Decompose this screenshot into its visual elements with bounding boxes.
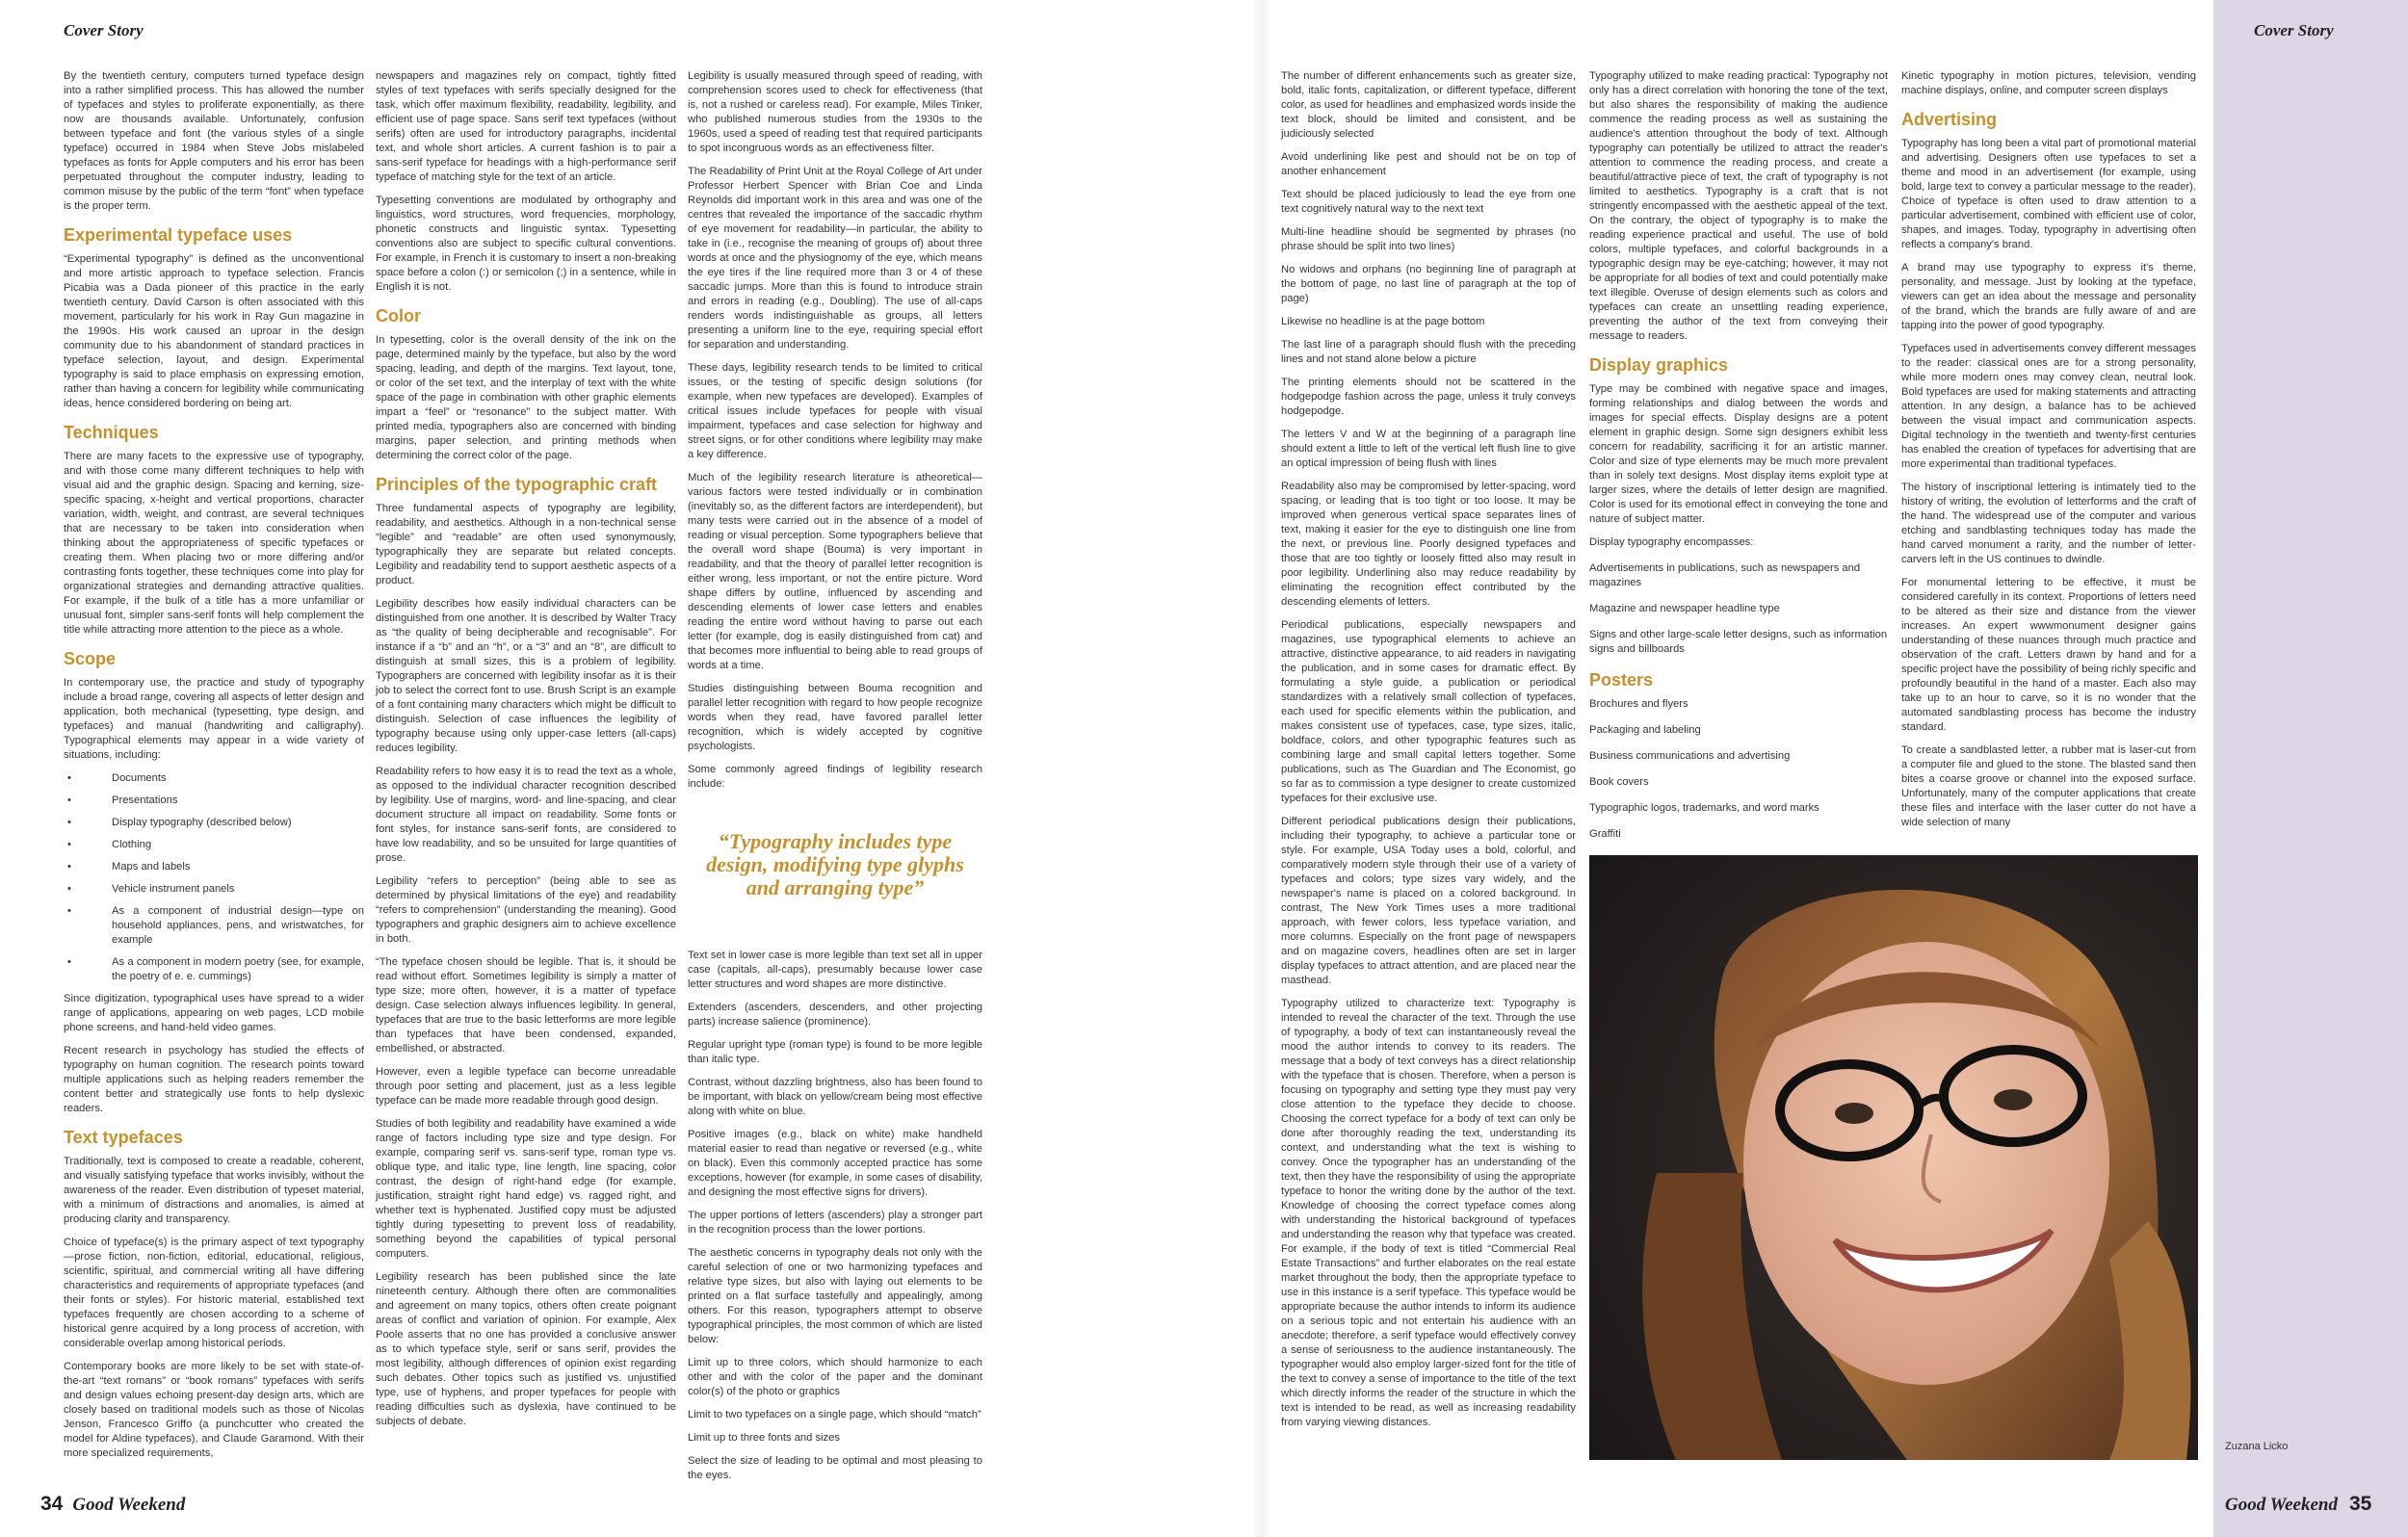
- pull-quote: “Typography includes type design, modifying type glyphs and arranging type”: [706, 829, 964, 900]
- list-item: Brochures and flyers: [1589, 698, 1688, 711]
- section-heading-text-typefaces: Text typefaces: [64, 1128, 183, 1148]
- folio-left: [40, 1493, 185, 1516]
- display-list: [1589, 535, 1888, 657]
- paragraph: For monumental lettering to be effective, it must be considered carefully in its context. Proportions of letters need to be altered as their size and distance from the viewer increases. An expert wwwmonument designer gains understanding of these nuances through much practice and observation of the craft. Letters drawn by hand and for a specific project have the possibility of being richly specific and profoundly beautiful in the hand of a master. Each also may take up to an hour to carve, so it is no wonder that the automated sandblasting process has become the industry standard.: [1901, 577, 2196, 734]
- paragraph: No widows and orphans (no beginning line of paragraph at the bottom of page, no last line of paragraph at the top of page): [1281, 264, 1576, 304]
- paragraph: Typography has long been a vital part of promotional material and advertising. Designers often use typefaces to set a theme and mood in an advertisement (for example, using bold, large text to convey a particular message to the reader). Choice of typeface is often used to draw attention to a particular advertisement, combined with efficient use of color, shapes, and images. Today, typography in advertising often reflects a company's brand.: [1901, 138, 2196, 251]
- running-head-left: Cover Story: [64, 21, 144, 39]
- section-heading-color: Color: [376, 306, 421, 326]
- paragraph: In contemporary use, the practice and study of typography include a broad range, covering all aspects of letter design and application, both mechanical (typesetting, type design, and typefaces) and manual (handwriting and calligraphy). Typographical elements may appear in a wide variety of situations, including:: [64, 677, 364, 762]
- photo-caption: Zuzana Licko: [2225, 1441, 2289, 1452]
- section-heading-scope: Scope: [64, 649, 117, 669]
- portrait-photo: [1589, 855, 2198, 1460]
- right-column-3: [1901, 69, 2196, 840]
- list-item: • Vehicle instrument panels: [85, 882, 364, 897]
- section-heading-experimental: Experimental typeface uses: [64, 225, 293, 245]
- list-item: • Maps and labels: [85, 860, 364, 874]
- paragraph: Limit up to three colors, which should harmonize to each other and with the color of the paper and the dominant color(s) of the photo or graphics: [688, 1356, 982, 1397]
- list-item: Packaging and labeling: [1589, 724, 1701, 737]
- paragraph: Since digitization, typographical uses have spread to a wider range of applications, appearing on web pages, LCD mobile phone screens, and hand-held video games.: [64, 993, 364, 1034]
- paragraph: Traditionally, text is composed to create a readable, coherent, and visually satisfying typeface that works invisibly, without the awareness of the reader. Even distribution of typeset material, with a minimum of distractions and anomalies, is aimed at producing clarity and transparency.: [64, 1156, 364, 1226]
- paragraph: Studies of both legibility and readability have examined a wide range of factors including type size and type design. For example, comparing serif vs. sans-serif type, roman type vs. oblique type, and italic type, line length, line spacing, color contrast, the design of right-hand edge (for example, justification, straight right hand edge) vs. ragged right, and whether text is hyphenated. Justified copy must be adjusted tightly during typesetting to prevent loss of readability, something beyond the capabilities of typical personal computers.: [376, 1118, 676, 1261]
- paragraph: Text should be placed judiciously to lead the eye from one text cognitively natural way to the next text: [1281, 189, 1576, 215]
- list-item: Display typography encompasses:: [1589, 536, 1754, 549]
- paragraph: Recent research in psychology has studied the effects of typography on human cognition. The research points toward multiple applications such as helping readers remember the content better and strategically use fonts to help dyslexic readers.: [64, 1045, 364, 1115]
- paragraph: However, even a legible typeface can become unreadable through poor setting and placement, just as a less legible typeface can be made more readable through good design.: [376, 1066, 676, 1107]
- page-number: 34: [40, 1493, 64, 1515]
- portrait-illustration: [1589, 855, 2198, 1460]
- paragraph: Readability refers to how easy it is to read the text as a whole, as opposed to the individual character recognition described by legibility. Use of margins, word- and line-spacing, and clear document structure all impact on readability. Some fonts or font styles, for instance sans-serif fonts, are considered to have low readability, and so be unsuited for large quantities of prose.: [376, 766, 676, 865]
- list-item: • Display typography (described below): [85, 816, 364, 830]
- paragraph: Much of the legibility research literature is atheoretical—various factors were tested individually or in combination (inevitably so, as the different factors are interdependent), but many tests were carried out in the absence of a model of reading or visual perception. Some typographers believe that the overall word shape (Bouma) is very important in readability, and that the theory of parallel letter recognition is either wrong, less important, or not the entire picture. Word shape differs by outline, influenced by ascending and descending elements of lower case letters and enables reading the entire word without having to parse out each letter (for example, dog is easily distinguished from cat) and that becomes more influential to being able to read groups of words at a time.: [688, 472, 982, 671]
- paragraph: Legibility is usually measured through speed of reading, with comprehension scores used to check for effectiveness (that is, not a rushed or careless read). For example, Miles Tinker, who published numerous studies from the 1930s to the 1960s, used a speed of reading test that required participants to spot incongruous words as an effectiveness filter.: [688, 70, 982, 154]
- paragraph: Readability also may be compromised by letter-spacing, word spacing, or leading that is too tight or too loose. It may be improved when generous vertical space separates lines of text, making it easier for the eye to distinguish one line from the next, or previous line. Poorly designed typefaces and those that are too tightly or loosely fitted also may result in poor legibility. Underlining also may reduce readability by eliminating the recognition effect contributed by the descending elements of letters.: [1281, 481, 1576, 608]
- folio-right: [2225, 1493, 2371, 1516]
- paragraph: Select the size of leading to be optimal and most pleasing to the eyes.: [688, 1454, 982, 1481]
- list-item: Graffiti: [1589, 828, 1621, 841]
- list-item: Advertisements in publications, such as newspapers and magazines: [1589, 562, 1861, 589]
- list-item: • As a component of industrial design—type on household appliances, pens, and wristwatches, for example: [85, 904, 364, 948]
- list-item: • Documents: [85, 771, 364, 786]
- paragraph: Typefaces used in advertisements convey different messages to the reader: classical ones are for a strong personality, while more modern ones may convey clean, neutral look. Bold typefaces are used for making statements and attracting attention. In any design, a balance has to be achieved between the visual impact and communication aspects. Digital technology in the twentieth and twenty-first centuries has enabled the creation of typefaces for advertising that are more experimental than traditional typefaces.: [1901, 343, 2196, 471]
- magazine-name: Good Weekend: [2225, 1495, 2338, 1515]
- paragraph: Avoid underlining like pest and should not be on top of another enhancement: [1281, 151, 1576, 177]
- list-item: • Presentations: [85, 794, 364, 808]
- paragraph: Kinetic typography in motion pictures, television, vending machine displays, online, and computer screen displays: [1901, 70, 2196, 96]
- paragraph: Periodical publications, especially newspapers and magazines, use typographical elements to achieve an attractive, distinctive appearance, to aid readers in navigating the publication, and in some cases for dramatic effect. By formulating a style guide, a publication or periodical standardizes with a relatively small collection of typefaces, each used for specific elements within the publication, and makes consistent use of typefaces, case, type sizes, italic, boldface, colors, and other typographic features such as combining large and small capital letters together. Some publications, such as The Guardian and The Economist, go so far as to commission a type designer to create customized typefaces for their exclusive use.: [1281, 619, 1576, 804]
- paragraph: To create a sandblasted letter, a rubber mat is laser-cut from a computer file and glued to the stone. The blasted sand then bites a coarse groove or channel into the exposed surface. Unfortunately, many of the computer applications that create these files and interface with the laser cutter do not have a wide selection of many: [1901, 744, 2196, 829]
- section-heading-display-graphics: Display graphics: [1589, 355, 1729, 375]
- paragraph: Limit to two typefaces on a single page, which should “match”: [688, 1408, 982, 1420]
- paragraph: Typesetting conventions are modulated by orthography and linguistics, word structures, word frequencies, morphology, phonetic constructs and linguistic syntax. Typesetting conventions also are subject to specific cultural conventions. For example, in French it is customary to insert a non-breaking space before a colon (:) or semicolon (;) in a sentence, while in English it is not.: [376, 195, 676, 293]
- paragraph: Different periodical publications design their publications, including their typography, to achieve a particular tone or style. For example, USA Today uses a bold, colorful, and comparatively modern style through their use of a variety of typefaces and colors; type sizes vary widely, and the newspaper's name is placed on a colored background. In contrast, The New York Times uses a more traditional approach, with fewer colors, less typeface variation, and more columns. Especially on the front page of newspapers and on magazine covers, headlines often are set in larger display typefaces to attract attention, and are placed near the masthead.: [1281, 816, 1576, 986]
- paragraph: “The typeface chosen should be legible. That is, it should be read without effort. Sometimes legibility is simply a matter of type size; more often, however, it is a matter of typeface design. Case selection always influences legibility. In general, typefaces that are true to the basic letterforms are more legible than typefaces that have been condensed, expanded, embellished, or abstracted.: [376, 956, 676, 1055]
- paragraph: In typesetting, color is the overall density of the ink on the page, determined mainly by the typeface, but also by the word spacing, leading, and depth of the margins. Text layout, tone, or color of the set text, and the interplay of text with the white space of the page in combination with other graphic elements impart a “feel” or “resonance” to the subject matter. With printed media, typographers also are concerned with binding margins, paper selection, and printing methods when determining the correct color of the page.: [376, 334, 676, 462]
- paragraph: These days, legibility research tends to be limited to critical issues, or the testing of specific design solutions (for example, when new typefaces are developed). Examples of critical issues include typefaces for people with visual impairment, typefaces and case selection for highway and street signs, or for other conditions where legibility may make a key difference.: [688, 362, 982, 460]
- paragraph: Legibility describes how easily individual characters can be distinguished from one another. It is described by Walter Tracy as “the quality of being decipherable and recognisable”. For instance if a “b” and an “h”, or a “3” and an “8”, are difficult to distinguish at small sizes, this is a problem of legibility. Typographers are concerned with legibility insofar as it is their job to select the correct font to use. Brush Script is an example of a font containing many characters which might be difficult to distinguish. Selection of case influences the legibility of typography because using only upper-case letters (all-caps) reduces legibility.: [376, 598, 676, 755]
- list-item: Signs and other large-scale letter designs, such as information signs and billboards: [1589, 629, 1888, 656]
- paragraph: There are many facets to the expressive use of typography, and with those come many different techniques to help with visual aid and the graphic design. Spacing and kerning, size-specific spacing, x-height and vertical proportions, character variation, width, weight, and contrast, are several techniques that are necessary to be taken into consideration when thinking about the appropriateness of specific typefaces or creating them. When placing two or more differing and/or contrasting fonts together, these techniques come into play for organizational strategies and demanding attractive qualities. For example, if the bulk of a title has a more unfamiliar or unusual font, simpler sans-serif fonts will help complement the title while attracting more attention to the piece as a whole.: [64, 451, 364, 637]
- right-column-2: [1589, 69, 1888, 840]
- bullet-list: [64, 771, 364, 984]
- section-heading-techniques: Techniques: [64, 423, 159, 443]
- list-item: • As a component in modern poetry (see, for example, the poetry of e. e. cummings): [85, 955, 364, 984]
- paragraph: By the twentieth century, computers turned typeface design into a rather simplified process. This has allowed the number of typefaces and styles to proliferate exponentially, as there now are thousands available. Unfortunately, confusion between typeface and font (the various styles of a single typeface) occurred in 1984 when Steve Jobs mislabeled typefaces as fonts for Apple computers and his error has been perpetuated throughout the computer industry, leading to common misuse by the public of the term “font” when typeface is the proper term.: [64, 70, 364, 212]
- paragraph: Regular upright type (roman type) is found to be more legible than italic type.: [688, 1038, 982, 1065]
- paragraph: Typography utilized to characterize text: Typography is intended to reveal the character of the text. Through the use of typography, a body of text can instantaneously reveal the mood the author intends to convey to its readers. The message that a body of text conveys has a direct relationship with the typeface that is chosen. Therefore, when a person is focusing on typography and setting type they must pay very close attention to the typeface they decide to choose. Choosing the correct typeface for a body of text can only be done after thoroughly reading the text, understanding its context, and understanding what the text is wishing to convey. Once the typographer has an understanding of the text, then they have the responsibility of using the appropriate typeface to honor the writing done by the author of the text. Knowledge of choosing the correct typeface comes along with understanding the historical background of typefaces and understanding the reason why that typeface was created. For example, if the body of text is titled “Commercial Real Estate Transactions” and further elaborates on the real estate market throughout the body, then the appropriate typeface to use in this instance is a serif typeface. This typeface would be appropriate because the author intends to inform its audience on a serious topic and not entertain his audience with an anecdote; therefore, a serif typeface would effectively convey a sense of seriousness to the audience instantaneously. The typographer would also employ larger-sized font for the title of the text to convey a sense of importance to the title of the text which directly informs the reader of the structure in which the text is intended to be read, as well as increasing readability from varying viewing distances.: [1281, 998, 1576, 1428]
- paragraph: Contemporary books are more likely to be set with state-of-the-art “text romans” or “book romans” typefaces with serifs and design values echoing present-day design arts, which are closely based on traditional models such as those of Nicolas Jenson, Francesco Griffo (a punchcutter who created the model for Aldine typefaces), and Claude Garamond. With their more specialized requirements,: [64, 1361, 364, 1460]
- paragraph: Extenders (ascenders, descenders, and other projecting parts) increase salience (prominence).: [688, 1001, 982, 1028]
- paragraph: Type may be combined with negative space and images, forming relationships and dialog between the words and images for special effects. Display designs are a potent element in graphic design. Some sign designers exhibit less concern for readability, sacrificing it for an artistic manner. Color and size of type elements may be much more prevalent than in solely text designs. Most display items exploit type at larger sizes, where the details of letter design are magnified. Color is used for its emotional effect in conveying the tone and nature of subject matter.: [1589, 383, 1888, 526]
- paragraph: The number of different enhancements such as greater size, bold, italic fonts, capitalization, or different typeface, different color, as used for headlines and emphasized words inside the text block, should be limited and consistent, and be judiciously selected: [1281, 70, 1576, 140]
- right-column-1: [1281, 69, 1576, 1475]
- section-heading-posters: Posters: [1589, 670, 1654, 690]
- paragraph: The last line of a paragraph should flush with the preceding lines and not stand alone below a picture: [1281, 339, 1576, 365]
- running-head-right: Cover Story: [2254, 21, 2334, 39]
- paragraph: Contrast, without dazzling brightness, also has been found to be important, with black on yellow/cream being most effective along with white on blue.: [688, 1076, 982, 1117]
- paragraph: Three fundamental aspects of typography are legibility, readability, and aesthetics. Although in a non-technical sense “legible” and “readable” are often used synonymously, typographically they are separate but related concepts. Legibility and readability tend to support aesthetic aspects of a product.: [376, 503, 676, 587]
- list-item: Typographic logos, trademarks, and word marks: [1589, 802, 1819, 815]
- paragraph: Studies distinguishing between Bouma recognition and parallel letter recognition with regard to how people recognize words when they read, have favored parallel letter recognition, which is widely accepted by cognitive psychologists.: [688, 683, 982, 752]
- paragraph: Text set in lower case is more legible than text set all in upper case (capitals, all-caps), presumably because lower case letter structures and word shapes are more distinctive.: [688, 949, 982, 990]
- paragraph: Limit up to three fonts and sizes: [688, 1431, 840, 1444]
- paragraph: Legibility “refers to perception” (being able to see as determined by physical limitations of the eye) and readability “refers to comprehension” (understanding the meaning). Good typographers and graphic designers aim to achieve excellence in both.: [376, 875, 676, 946]
- list-item: Magazine and newspaper headline type: [1589, 603, 1780, 615]
- left-column-1: [64, 69, 364, 1475]
- page-number: 35: [2348, 1493, 2372, 1515]
- paragraph: “Experimental typography” is defined as the unconventional and more artistic approach to typeface selection. Francis Picabia was a Dada pioneer of this practice in the early twentieth century. David Carson is often associated with this movement, particularly for his work in Ray Gun magazine in the 1990s. His work caused an uproar in the design community due to his abandonment of standard practices in typeface selection, layout, and design. Experimental typography is said to place emphasis on expressing emotion, rather than having a concern for legibility while communicating ideas, hence considered bordering on being art.: [64, 253, 364, 410]
- left-column-3: [688, 69, 982, 1481]
- paragraph: Positive images (e.g., black on white) make handheld material easier to read than negative or reversed (e.g., white on black). Even this commonly accepted practice has some exceptions, however (for example, in some cases of disability, and designing the most effective signs for drivers).: [688, 1128, 982, 1198]
- paragraph: Legibility research has been published since the late nineteenth century. Although there often are commonalities and agreement on many topics, others often create poignant areas of conflict and variation of opinion. For example, Alex Poole asserts that no one has provided a conclusive answer as to which typeface style, serif or sans serif, provides the most legibility, although differences of opinion exist regarding such debates. Other topics such as justified vs. unjustified type, use of hyphens, and proper typefaces for people with reading difficulties such as dyslexia, have continued to be subjects of debate.: [376, 1271, 676, 1428]
- paragraph: Choice of typeface(s) is the primary aspect of text typography—prose fiction, non-fiction, editorial, educational, religious, scientific, spiritual, and commercial writing all have differing characteristics and requirements of appropriate typefaces (and their fonts or styles). For historic material, established text typefaces frequently are chosen according to a scheme of historical genre acquired by a long process of accretion, with considerable overlap among historical periods.: [64, 1237, 364, 1350]
- paragraph: The aesthetic concerns in typography deals not only with the careful selection of one or two harmonizing typefaces and relative type sizes, but also with laying out elements to be printed on a flat surface tastefully and appealingly, among others. For this reason, typographers attempt to observe typographical principles, the most common of which are listed below:: [688, 1246, 982, 1345]
- paragraph: Typography utilized to make reading practical: Typography not only has a direct correlation with honoring the tone of the text, but also shares the responsibility of making the audience commence the reading process as well as sustaining the audience's attention throughout the body of text. Although typography can potentially be utilized to attract the reader's attention to commence the reading process, and create a beautiful/attractive piece of text, the craft of typography is not limited to aesthetics. Typography is a craft that is not stringently encompassed with the aesthetic appeal of the text. On the contrary, the object of typography is to make the reading experience practical and useful. The use of bold colors, multiple typefaces, and colorful backgrounds in a typographic design may be eye-catching; however, it may not be appropriate for all bodies of text and could potentially make text illegible. Overuse of design elements such as colors and typefaces can create an unsettling reading experience, preventing the author of the text from conveying their message to readers.: [1589, 70, 1888, 342]
- paragraph: The history of inscriptional lettering is intimately tied to the history of writing, the evolution of letterforms and the craft of the hand. The widespread use of the computer and various etching and sandblasting techniques today has made the hand carved monument a rarity, and the number of letter-carvers left in the US continues to dwindle.: [1901, 482, 2196, 566]
- left-column-2: [376, 69, 676, 1475]
- magazine-name: Good Weekend: [72, 1495, 186, 1515]
- paragraph: The printing elements should not be scattered in the hodgepodge fashion across the page, unless it truly conveys hodgepodge.: [1281, 377, 1576, 417]
- paragraph: The letters V and W at the beginning of a paragraph line should extent a little to left of the vertical left flush line to give an optical impression of being flush with lines: [1281, 429, 1576, 469]
- list-item: Business communications and advertising: [1589, 750, 1791, 763]
- paragraph: Likewise no headline is at the page bottom: [1281, 316, 1485, 327]
- section-heading-advertising: Advertising: [1901, 110, 1998, 129]
- paragraph: A brand may use typography to express it's theme, personality, and message. Just by looking at the typeface, viewers can get an idea about the message and personality of the brand, which the brands are fully aware of and are tapping into the power of good typography.: [1901, 262, 2196, 332]
- paragraph: Multi-line headline should be segmented by phrases (no phrase should be split into two lines): [1281, 226, 1576, 252]
- section-heading-principles: Principles of the typographic craft: [376, 475, 658, 495]
- list-item: Book covers: [1589, 776, 1649, 789]
- list-item: • Clothing: [85, 838, 364, 852]
- paragraph: The upper portions of letters (ascenders) play a stronger part in the recognition process than the lower portions.: [688, 1209, 982, 1236]
- paragraph: Some commonly agreed findings of legibility research include:: [688, 764, 982, 790]
- paragraph: The Readability of Print Unit at the Royal College of Art under Professor Herbert Spencer with Brian Coe and Linda Reynolds did important work in this area and was one of the centres that revealed the importance of the saccadic rhythm of eye movement for readability—in particular, the ability to take in (i.e., recognise the meaning of groups of) about three words at once and the physiognomy of the eye, which means the eye tires if the line required more than 3 or 4 of these saccadic jumps. More than this is found to introduce strain and errors in reading (e.g., Doubling). The use of all-caps renders words indistinguishable as groups, all letters presenting a uniform line to the eye, requiring special effort for separation and understanding.: [688, 166, 982, 351]
- paragraph: newspapers and magazines rely on compact, tightly fitted styles of text typefaces with serifs specially designed for the task, which offer maximum flexibility, readability, legibility, and efficient use of page space. Sans serif text typefaces (without serifs) often are used for introductory paragraphs, incidental text, and whole short articles. A current fashion is to pair a sans-serif typeface for headings with a high-performance serif typeface of matching style for the text of an article.: [376, 70, 676, 183]
